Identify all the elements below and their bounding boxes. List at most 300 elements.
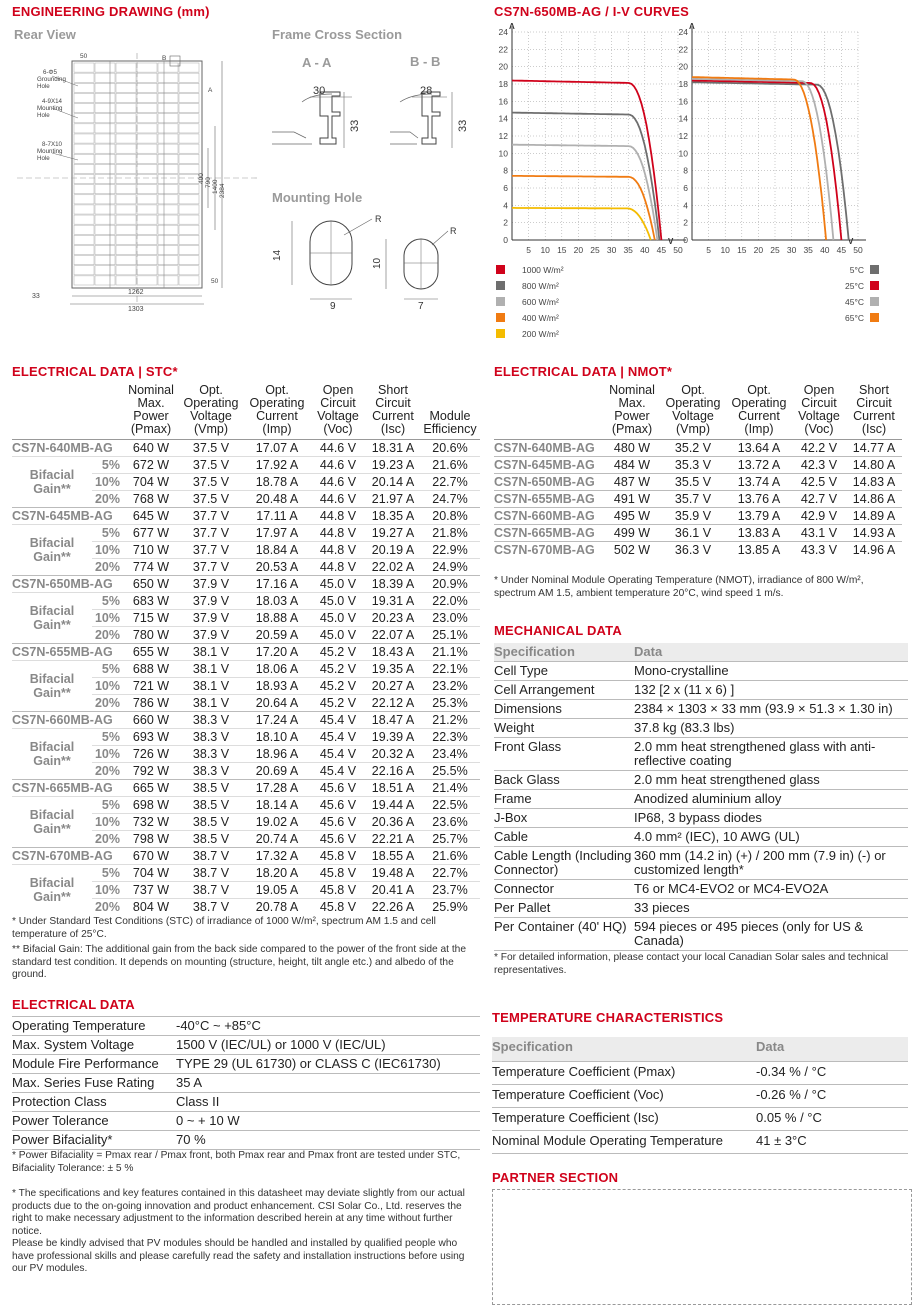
label-a: A <box>208 87 213 94</box>
panel-cell <box>95 245 115 254</box>
stc-cell: 21.97 A <box>366 491 420 508</box>
panel-cell <box>74 144 94 153</box>
panel-cell <box>158 205 178 214</box>
aa-width: 30 <box>313 85 326 97</box>
bb-width: 28 <box>420 85 433 97</box>
stc-cell: 693 W <box>124 729 178 746</box>
y-axis-label: A <box>509 22 515 31</box>
stc-cell: 38.1 V <box>178 644 244 661</box>
elec-spec: Operating Temperature <box>12 1017 176 1036</box>
panel-cell <box>179 256 199 265</box>
panel-cell <box>137 256 157 265</box>
panel-cell <box>158 114 178 123</box>
panel-cell <box>95 124 115 133</box>
panel-cell <box>158 175 178 184</box>
stc-cell: 38.3 V <box>178 763 244 780</box>
panel-cell <box>158 215 178 224</box>
stc-gain-pct: 10% <box>92 474 124 491</box>
stc-cell: 37.5 V <box>178 491 244 508</box>
nmot-model-name: CS7N-640MB-AG <box>494 440 604 457</box>
nmot-row <box>494 525 902 542</box>
nmot-cell: 36.1 V <box>660 525 726 542</box>
mech-spec: Cell Type <box>494 662 634 681</box>
legend-swatch <box>870 265 879 274</box>
y-tick-label: 14 <box>678 113 688 124</box>
stc-cell: 20.9% <box>420 576 480 593</box>
elec-row <box>12 1017 480 1036</box>
elec-row <box>12 1093 480 1112</box>
stc-cell: 21.1% <box>420 644 480 661</box>
mech-row <box>494 899 908 918</box>
stc-gain-pct: 20% <box>92 763 124 780</box>
stc-cell: 22.7% <box>420 865 480 882</box>
stc-cell: 45.8 V <box>310 848 366 865</box>
iv-series-line <box>692 79 833 240</box>
y-tick-label: 24 <box>678 27 688 37</box>
nmot-cell: 13.74 A <box>726 474 792 491</box>
stc-cell: 22.0% <box>420 593 480 610</box>
stc-cell: 17.32 A <box>244 848 310 865</box>
mounting-hole-label: Mounting Hole <box>272 190 363 205</box>
elec-value: 70 % <box>176 1131 480 1150</box>
section-aa-label: A - A <box>302 55 332 70</box>
frame-cross-section-drawing <box>272 72 482 177</box>
stc-cell: 19.48 A <box>366 865 420 882</box>
panel-cell <box>95 134 115 143</box>
stc-cell: 17.92 A <box>244 457 310 474</box>
panel-cell <box>137 83 157 92</box>
stc-cell: 25.1% <box>420 627 480 644</box>
mech-row <box>494 719 908 738</box>
stc-model-row <box>12 576 480 593</box>
mech-spec: J-Box <box>494 809 634 828</box>
stc-gain-pct: 5% <box>92 525 124 542</box>
y-tick-label: 14 <box>498 113 508 124</box>
panel-cell <box>95 104 115 113</box>
mech-row <box>494 918 908 951</box>
panel-cell <box>116 93 136 102</box>
panel-cell <box>116 185 136 194</box>
stc-cell: 45.2 V <box>310 661 366 678</box>
stc-cell: 37.5 V <box>178 440 244 457</box>
panel-cell <box>116 114 136 123</box>
stc-header: Opt. Operating Voltage (Vmp) <box>178 384 244 440</box>
stc-gain-pct: 5% <box>92 457 124 474</box>
panel-cell <box>179 245 199 254</box>
stc-cell: 672 W <box>124 457 178 474</box>
panel-cell <box>179 63 199 72</box>
dim-50-top: 50 <box>80 53 88 60</box>
stc-cell: 792 W <box>124 763 178 780</box>
nmot-cell: 13.64 A <box>726 440 792 457</box>
mech-row <box>494 828 908 847</box>
stc-gain-pct: 20% <box>92 491 124 508</box>
stc-cell: 780 W <box>124 627 178 644</box>
stc-cell: 670 W <box>124 848 178 865</box>
stc-gain-pct: 20% <box>92 627 124 644</box>
panel-cell <box>95 205 115 214</box>
nmot-table <box>494 384 902 559</box>
stc-cell: 20.48 A <box>244 491 310 508</box>
elec-spec: Protection Class <box>12 1093 176 1112</box>
engineering-drawing-title: ENGINEERING DRAWING (mm) <box>12 4 210 19</box>
elec-value: TYPE 29 (UL 61730) or CLASS C (IEC61730) <box>176 1055 480 1074</box>
stc-cell: 45.6 V <box>310 780 366 797</box>
panel-cell <box>137 63 157 72</box>
iv-series-line <box>692 81 841 241</box>
stc-header: Short Circuit Current (Isc) <box>366 384 420 440</box>
stc-cell: 45.2 V <box>310 644 366 661</box>
stc-cell: 20.74 A <box>244 831 310 848</box>
panel-cell <box>137 235 157 244</box>
disclaimer-p2: Please be kindly advised that PV modules should be handled and installed by qualified people who have professional skills and please carefully read the safety and installation instructions before using our PV modules. <box>12 1238 465 1274</box>
nmot-row <box>494 440 902 457</box>
stc-cell: 38.5 V <box>178 831 244 848</box>
panel-cell <box>137 175 157 184</box>
nmot-model-name: CS7N-650MB-AG <box>494 474 604 491</box>
stc-cell: 45.2 V <box>310 695 366 712</box>
mech-spec: Cell Arrangement <box>494 681 634 700</box>
panel-cell <box>116 245 136 254</box>
elec-value: 35 A <box>176 1074 480 1093</box>
panel-cell <box>95 164 115 173</box>
y-tick-label: 2 <box>503 217 508 228</box>
stc-cell: 38.1 V <box>178 661 244 678</box>
stc-gain-pct: 10% <box>92 542 124 559</box>
mech-row <box>494 809 908 828</box>
stc-gain-row <box>12 661 480 678</box>
panel-cell <box>116 164 136 173</box>
legend-label: 25°C <box>845 281 864 291</box>
stc-cell: 645 W <box>124 508 178 525</box>
stc-cell: 22.21 A <box>366 831 420 848</box>
stc-cell: 20.41 A <box>366 882 420 899</box>
temp-value: -0.26 % / °C <box>756 1085 908 1108</box>
stc-gain-pct: 10% <box>92 746 124 763</box>
panel-cell <box>158 73 178 82</box>
stc-cell: 18.96 A <box>244 746 310 763</box>
dim-400: 400 <box>198 173 205 184</box>
dim-1400: 1400 <box>212 179 219 194</box>
stc-gain-row <box>12 525 480 542</box>
electrical-table <box>12 1016 480 1150</box>
nmot-cell: 14.86 A <box>846 491 902 508</box>
legend-swatch <box>496 265 505 274</box>
stc-cell: 45.0 V <box>310 627 366 644</box>
stc-cell: 20.32 A <box>366 746 420 763</box>
panel-cell <box>158 63 178 72</box>
panel-cell <box>158 124 178 133</box>
panel-cell <box>74 164 94 173</box>
stc-cell: 17.11 A <box>244 508 310 525</box>
stc-cell: 45.8 V <box>310 899 366 916</box>
panel-cell <box>116 175 136 184</box>
stc-table <box>12 384 480 916</box>
legend-label: 5°C <box>849 265 864 275</box>
x-tick-label: 25 <box>770 245 780 255</box>
panel-cell <box>74 73 94 82</box>
nmot-cell: 14.96 A <box>846 542 902 559</box>
stc-cell: 20.27 A <box>366 678 420 695</box>
mech-value: Mono-crystalline <box>634 662 908 681</box>
legend-label: 600 W/m² <box>522 297 559 307</box>
stc-cell: 17.16 A <box>244 576 310 593</box>
temp-row <box>492 1062 908 1085</box>
temp-spec: Temperature Coefficient (Pmax) <box>492 1062 756 1085</box>
mech-spec: Dimensions <box>494 700 634 719</box>
mech-row <box>494 880 908 899</box>
x-tick-label: 20 <box>753 245 764 255</box>
partner-box <box>492 1189 912 1305</box>
mech-spec: Frame <box>494 790 634 809</box>
nmot-cell: 495 W <box>604 508 660 525</box>
mech-spec: Weight <box>494 719 634 738</box>
stc-cell: 17.28 A <box>244 780 310 797</box>
stc-cell: 18.35 A <box>366 508 420 525</box>
grounding-hole-l2: Grounding <box>37 76 66 83</box>
electrical-title: ELECTRICAL DATA <box>12 997 135 1012</box>
stc-cell: 21.8% <box>420 525 480 542</box>
nmot-cell: 42.7 V <box>792 491 846 508</box>
panel-cell <box>116 73 136 82</box>
stc-cell: 22.02 A <box>366 559 420 576</box>
y-tick-label: 0 <box>683 235 688 245</box>
rear-view-label: Rear View <box>14 27 76 42</box>
nmot-cell: 36.3 V <box>660 542 726 559</box>
bifaciality-note <box>12 1150 480 1175</box>
panel-cell <box>158 164 178 173</box>
stc-cell: 721 W <box>124 678 178 695</box>
panel-cell <box>74 195 94 204</box>
stc-cell: 45.0 V <box>310 610 366 627</box>
nmot-cell: 491 W <box>604 491 660 508</box>
stc-model-row <box>12 644 480 661</box>
stc-cell: 22.26 A <box>366 899 420 916</box>
stc-cell: 23.7% <box>420 882 480 899</box>
stc-cell: 732 W <box>124 814 178 831</box>
stc-cell: 21.6% <box>420 848 480 865</box>
panel-cell <box>116 276 136 285</box>
stc-cell: 38.7 V <box>178 899 244 916</box>
stc-model-row <box>12 780 480 797</box>
panel-cell <box>116 83 136 92</box>
stc-model-name: CS7N-670MB-AG <box>12 848 124 865</box>
panel-cell <box>116 225 136 234</box>
x-tick-label: 40 <box>820 245 830 255</box>
stc-cell: 25.9% <box>420 899 480 916</box>
panel-cell <box>158 83 178 92</box>
nmot-cell: 502 W <box>604 542 660 559</box>
stc-model-name: CS7N-640MB-AG <box>12 440 124 457</box>
y-tick-label: 16 <box>678 96 688 107</box>
panel-cell <box>74 245 94 254</box>
y-tick-label: 20 <box>498 61 508 72</box>
bifacial-gain-label: Bifacial Gain** <box>12 525 92 576</box>
panel-cell <box>137 164 157 173</box>
stc-header: Open Circuit Voltage (Voc) <box>310 384 366 440</box>
label-b: B <box>162 55 167 62</box>
elec-row <box>12 1131 480 1150</box>
panel-cell <box>179 73 199 82</box>
nmot-row <box>494 474 902 491</box>
panel-cell <box>179 205 199 214</box>
panel-cell <box>95 256 115 265</box>
stc-gain-row <box>12 797 480 814</box>
legend-label: 800 W/m² <box>522 281 559 291</box>
elec-spec: Module Fire Performance <box>12 1055 176 1074</box>
mh1-height: 14 <box>272 249 283 261</box>
y-tick-label: 18 <box>498 79 508 89</box>
stc-gain-row <box>12 729 480 746</box>
panel-cell <box>74 93 94 102</box>
stc-model-row <box>12 848 480 865</box>
partner-title: PARTNER SECTION <box>492 1170 619 1185</box>
panel-cell <box>137 225 157 234</box>
nmot-model-name: CS7N-655MB-AG <box>494 491 604 508</box>
panel-cell <box>74 235 94 244</box>
stc-gain-pct: 5% <box>92 593 124 610</box>
bb-height: 33 <box>457 119 469 132</box>
legend-swatch <box>496 329 505 338</box>
temp-spec: Temperature Coefficient (Isc) <box>492 1108 756 1131</box>
mech-head-data: Data <box>634 643 908 662</box>
panel-cell <box>179 175 199 184</box>
panel-cell <box>74 114 94 123</box>
stc-model-name: CS7N-660MB-AG <box>12 712 124 729</box>
panel-cell <box>179 93 199 102</box>
temp-value: -0.34 % / °C <box>756 1062 908 1085</box>
nmot-cell: 42.3 V <box>792 457 846 474</box>
stc-cell: 22.3% <box>420 729 480 746</box>
stc-cell: 737 W <box>124 882 178 899</box>
y-tick-label: 10 <box>498 148 508 159</box>
temp-spec: Nominal Module Operating Temperature <box>492 1131 756 1154</box>
legend-label: 45°C <box>845 297 864 307</box>
panel-cell <box>137 245 157 254</box>
stc-cell: 25.7% <box>420 831 480 848</box>
mounting-hole-drawing <box>272 205 482 310</box>
panel-cell <box>158 195 178 204</box>
panel-cell <box>137 195 157 204</box>
nmot-cell: 14.89 A <box>846 508 902 525</box>
nmot-title: ELECTRICAL DATA | NMOT* <box>494 364 673 379</box>
nmot-cell: 13.79 A <box>726 508 792 525</box>
stc-header: Module Efficiency <box>420 384 480 440</box>
stc-model-row <box>12 508 480 525</box>
mh2-height: 10 <box>372 257 383 269</box>
stc-cell: 18.88 A <box>244 610 310 627</box>
mech-value: 33 pieces <box>634 899 908 918</box>
stc-cell: 17.97 A <box>244 525 310 542</box>
nmot-model-name: CS7N-665MB-AG <box>494 525 604 542</box>
stc-gain-pct: 10% <box>92 610 124 627</box>
stc-model-name: CS7N-665MB-AG <box>12 780 124 797</box>
temp-row <box>492 1108 908 1131</box>
dim-33: 33 <box>32 293 40 300</box>
panel-cell <box>74 63 94 72</box>
y-tick-label: 22 <box>498 44 508 55</box>
mounting-hole2-l3: Hole <box>37 155 50 162</box>
panel-cell <box>137 215 157 224</box>
nmot-cell: 43.1 V <box>792 525 846 542</box>
nmot-cell: 42.9 V <box>792 508 846 525</box>
stc-cell: 44.8 V <box>310 542 366 559</box>
elec-value: 0 ~ + 10 W <box>176 1112 480 1131</box>
stc-cell: 44.6 V <box>310 474 366 491</box>
mech-row <box>494 790 908 809</box>
stc-gain-pct: 20% <box>92 559 124 576</box>
stc-cell: 704 W <box>124 865 178 882</box>
panel-cell <box>137 124 157 133</box>
stc-cell: 640 W <box>124 440 178 457</box>
stc-cell: 22.07 A <box>366 627 420 644</box>
y-tick-label: 0 <box>503 235 508 245</box>
panel-cell <box>179 114 199 123</box>
panel-cell <box>95 114 115 123</box>
stc-cell: 20.6% <box>420 440 480 457</box>
stc-gain-pct: 10% <box>92 678 124 695</box>
stc-cell: 18.39 A <box>366 576 420 593</box>
stc-cell: 20.59 A <box>244 627 310 644</box>
mh2-width: 7 <box>418 301 424 310</box>
stc-cell: 715 W <box>124 610 178 627</box>
panel-cell <box>116 235 136 244</box>
stc-cell: 20.23 A <box>366 610 420 627</box>
panel-cell <box>137 73 157 82</box>
stc-cell: 18.51 A <box>366 780 420 797</box>
bifacial-gain-label: Bifacial Gain** <box>12 865 92 916</box>
mech-spec: Cable <box>494 828 634 847</box>
stc-cell: 45.0 V <box>310 593 366 610</box>
stc-cell: 45.6 V <box>310 831 366 848</box>
mech-spec: Cable Length (Including Connector) <box>494 847 634 880</box>
panel-cell <box>74 276 94 285</box>
panel-cell <box>179 225 199 234</box>
panel-cell <box>95 175 115 184</box>
x-tick-label: 50 <box>853 245 863 255</box>
stc-header: Opt. Operating Current (Imp) <box>244 384 310 440</box>
x-tick-label: 25 <box>590 245 600 255</box>
dim-1303: 1303 <box>128 306 144 313</box>
stc-cell: 38.5 V <box>178 814 244 831</box>
stc-cell: 45.4 V <box>310 712 366 729</box>
temp-row <box>492 1085 908 1108</box>
bifacial-gain-label: Bifacial Gain** <box>12 797 92 848</box>
temperature-table <box>492 1037 908 1154</box>
stc-cell: 38.3 V <box>178 729 244 746</box>
mounting-hole1-l1: 4-9X14 <box>42 98 62 105</box>
panel-cell <box>137 114 157 123</box>
panel-cell <box>179 154 199 163</box>
stc-cell: 683 W <box>124 593 178 610</box>
stc-cell: 23.2% <box>420 678 480 695</box>
x-tick-label: 35 <box>623 245 633 255</box>
elec-value: 1500 V (IEC/UL) or 1000 V (IEC/UL) <box>176 1036 480 1055</box>
stc-cell: 38.3 V <box>178 746 244 763</box>
panel-cell <box>95 235 115 244</box>
mech-spec: Per Pallet <box>494 899 634 918</box>
panel-cell <box>179 235 199 244</box>
stc-header: Nominal Max. Power (Pmax) <box>124 384 178 440</box>
y-tick-label: 4 <box>503 200 508 211</box>
legend-label: 65°C <box>845 313 864 323</box>
stc-gain-row <box>12 865 480 882</box>
stc-cell: 45.6 V <box>310 814 366 831</box>
nmot-row <box>494 491 902 508</box>
panel-cell <box>95 93 115 102</box>
panel-cell <box>179 195 199 204</box>
stc-cell: 38.7 V <box>178 848 244 865</box>
